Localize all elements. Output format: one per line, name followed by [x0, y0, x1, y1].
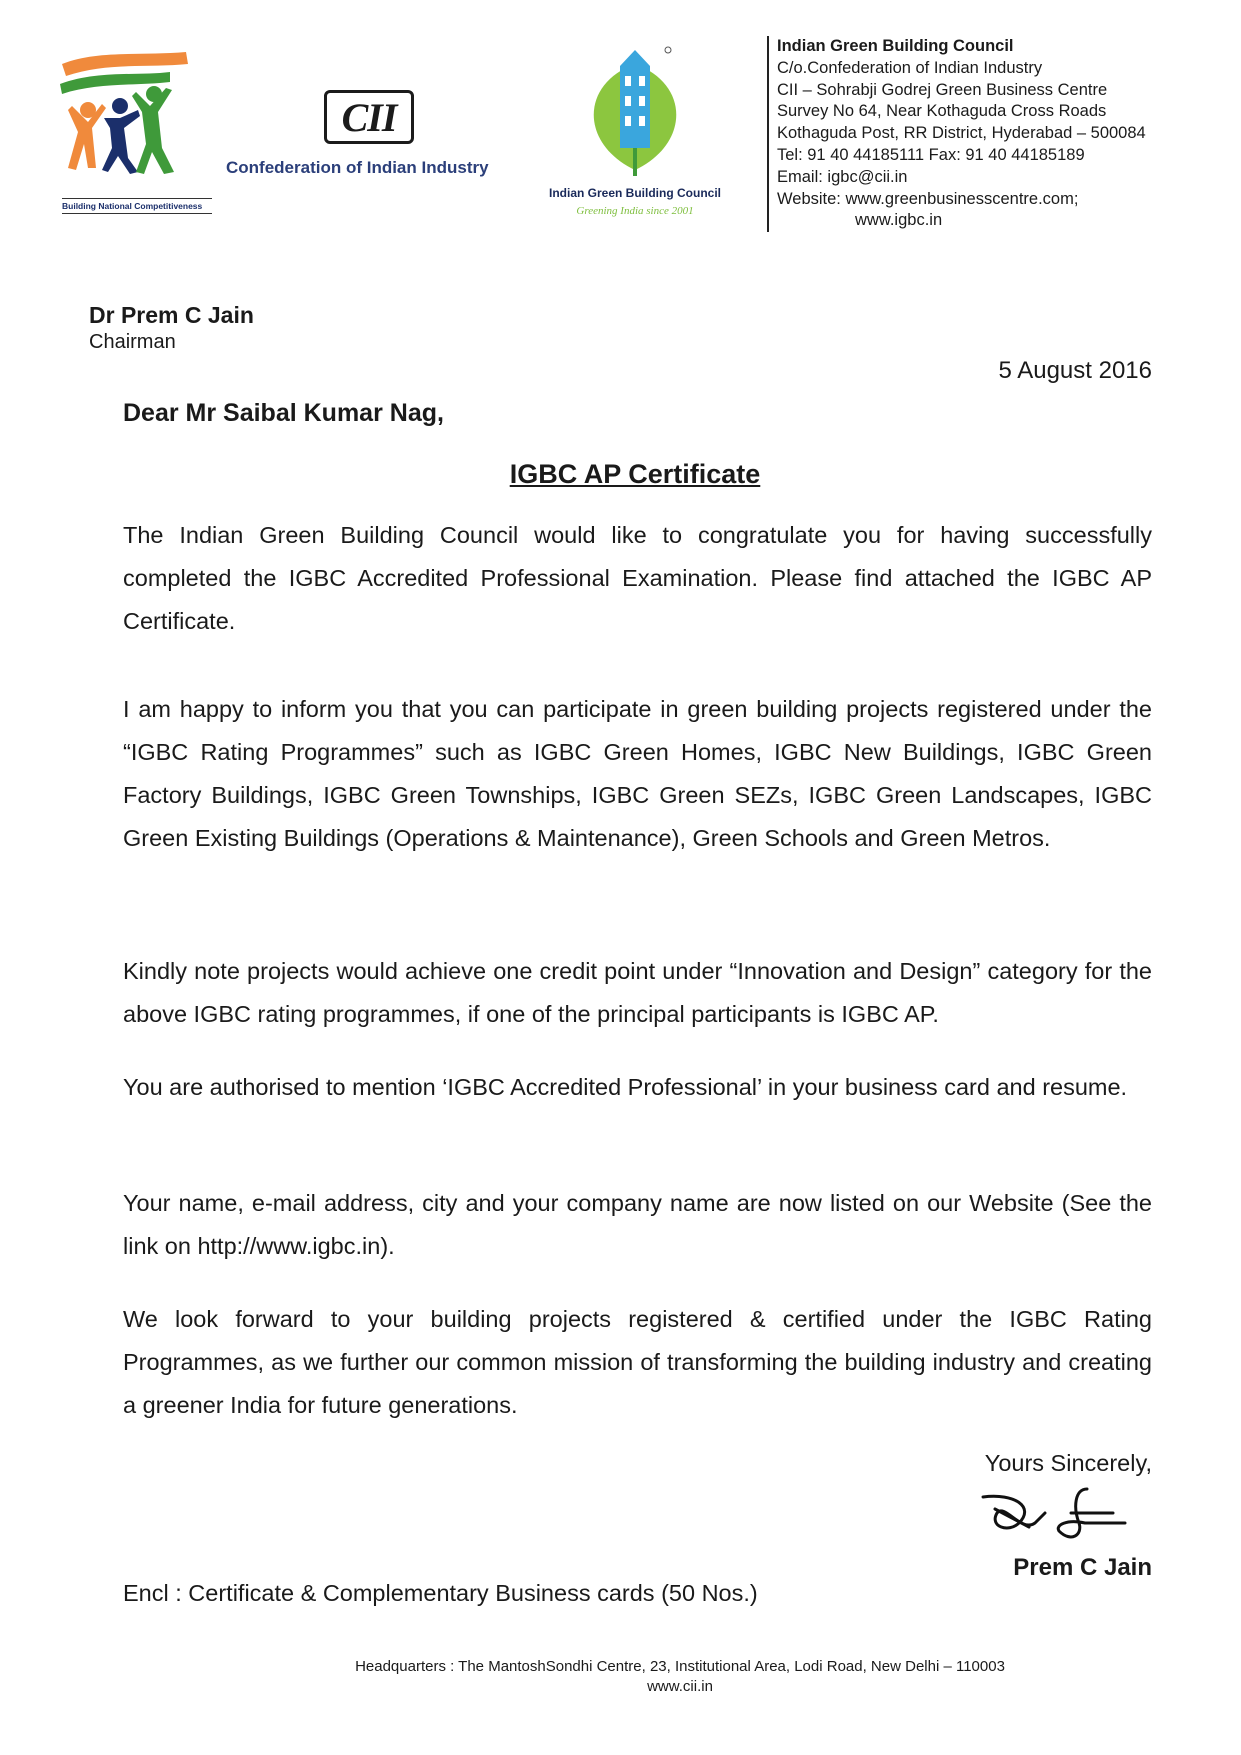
igbc-name: Indian Green Building Council — [548, 186, 721, 200]
igbc-tagline: Greening India since 2001 — [576, 205, 694, 217]
address-website-2: www.igbc.in — [855, 211, 943, 230]
sender-title: Chairman — [89, 331, 176, 353]
cii-logo-mark — [324, 90, 414, 144]
address-line: Website: www.greenbusinesscentre.com; — [777, 189, 1079, 208]
bnc-emblem-icon — [58, 48, 218, 198]
igbc-building-icon — [540, 44, 730, 184]
address-block — [767, 36, 1197, 232]
salutation: Dear Mr Saibal Kumar Nag, — [123, 399, 444, 427]
body-paragraph: The Indian Green Building Council would like to congratulate you for having successfully completed the IGBC Accredited Professional Examination. Please find attached the IGBC AP Certificate. — [123, 522, 1152, 634]
body-paragraph: You are authorised to mention ‘IGBC Accredited Professional’ in your business card and resume. — [123, 1074, 1128, 1100]
body-paragraph: We look forward to your building projects registered & certified under the IGBC Rating Programmes, as we further our common mission of transforming the building industry and creating a greener India for future generations. — [123, 1306, 1152, 1418]
footer-hq: Headquarters : The MantoshSondhi Centre, 23, Institutional Area, Lodi Road, New Delhi – 110003 — [355, 1658, 1005, 1675]
body-paragraph: Your name, e-mail address, city and your company name are now listed on our Website (See the link on http://www.igbc.in). — [123, 1190, 1152, 1259]
address-org: Indian Green Building Council — [777, 37, 1014, 55]
signature-icon — [975, 1483, 1135, 1553]
address-line: Tel: 91 40 44185111 Fax: 91 40 44185189 — [777, 145, 1085, 164]
body-paragraph: Kindly note projects would achieve one credit point under “Innovation and Design” category for the above IGBC rating programmes, if one of the principal participants is IGBC AP. — [123, 958, 1152, 1027]
sender-name: Dr Prem C Jain — [89, 302, 254, 328]
bnc-logo — [58, 48, 218, 248]
igbc-logo — [540, 44, 740, 224]
signer-name: Prem C Jain — [1013, 1554, 1152, 1581]
footer — [0, 1657, 1241, 1697]
body-paragraph: I am happy to inform you that you can participate in green building projects registered under the “IGBC Rating Programmes” such as IGBC Green Homes, IGBC New Buildings, IGBC Green Factory Buildings, IGBC Green Townships, IGBC Green SEZs, IGBC Green Landscapes, IGBC Green Existing Buildings (Operations & Maintenance), Green Schools and Green Metros. — [123, 696, 1152, 851]
address-line: C/o.Confederation of Indian Industry — [777, 58, 1043, 77]
subject-heading: IGBC AP Certificate — [509, 459, 761, 489]
closing: Yours Sincerely, — [984, 1450, 1152, 1476]
cii-name: Confederation of Indian Industry — [226, 158, 489, 177]
bnc-tagline: Building National Competitiveness — [62, 198, 212, 214]
address-line: Email: igbc@cii.in — [777, 167, 908, 186]
address-line: Survey No 64, Near Kothaguda Cross Roads — [777, 102, 1107, 121]
cii-logo-text: CII — [341, 94, 397, 140]
footer-website: www.cii.in — [647, 1678, 713, 1695]
cii-logo — [226, 88, 526, 188]
enclosure-note: Encl : Certificate & Complementary Business cards (50 Nos.) — [123, 1580, 758, 1606]
address-line: Kothaguda Post, RR District, Hyderabad – 500084 — [777, 124, 1146, 143]
letter-date: 5 August 2016 — [998, 357, 1152, 384]
address-line: CII – Sohrabji Godrej Green Business Centre — [777, 80, 1108, 99]
